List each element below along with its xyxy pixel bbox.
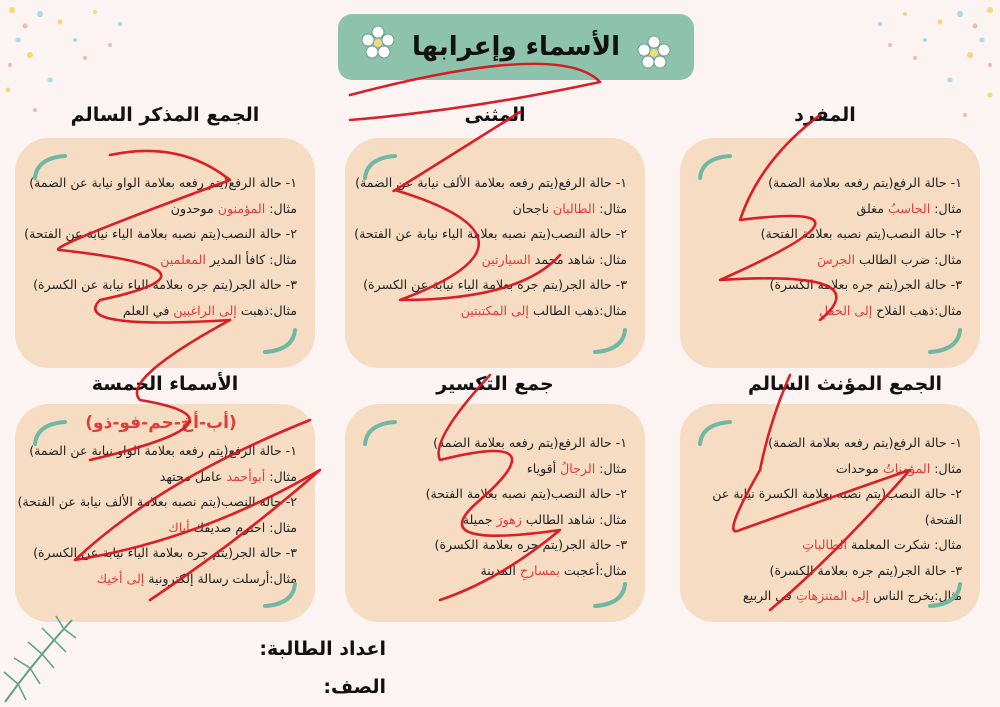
line-text: مثال:أعجبت <box>559 562 627 578</box>
section-heading-five-nouns: الأسماء الخمسة <box>91 373 239 395</box>
line-text: ١- حالة الرفع(يتم رفعه بعلامة الألف نيابة عن الضمة) <box>355 175 627 190</box>
line-text: ٣- حالة الجر(يتم جره بعلامة الياء نيابة عن الكسرة) <box>33 277 297 292</box>
class-label: الصف: <box>323 676 386 698</box>
line-text: ٢- حالة النصب(يتم نصبه بعلامة الفتحة) <box>760 226 962 241</box>
line-text: موحدات <box>835 460 883 476</box>
five-nouns-list: (أب-أخ-حم-فو-ذو) <box>85 413 237 433</box>
highlighted-word: المؤمنون <box>217 200 266 216</box>
highlighted-word: المعلمين <box>160 251 206 267</box>
prepared-by-label: اعداد الطالبة: <box>259 638 386 660</box>
highlighted-word: أباك <box>168 519 190 535</box>
line-text: ٣- حالة الجر(يتم جره بعلامة الياء نيابة عن الكسرة) <box>363 277 627 292</box>
line-text: ٣- حالة الجر(يتم جره بعلامة الياء نيابة عن الكسرة) <box>33 545 297 560</box>
section-heading-masculine-plural: الجمع المذكر السالم <box>70 104 260 126</box>
section-heading-dual: المثنى <box>464 104 526 126</box>
line-text: مثال:ذهبت <box>236 302 297 318</box>
highlighted-word: إلى المتنزهاتِ <box>795 588 870 603</box>
highlighted-word: الحاسبُ <box>887 200 931 216</box>
highlighted-word: السيارتين <box>481 251 531 267</box>
line-text: في العلم <box>122 302 174 318</box>
line-text: مثال: <box>930 460 962 476</box>
section-heading-feminine-plural: الجمع المؤنث السالم <box>748 373 942 395</box>
page-title: الأسماء وإعرابها <box>412 32 620 62</box>
highlighted-word: إلى الحقلِ <box>819 302 873 318</box>
line-text: مثال: احترم صديقك <box>189 519 297 535</box>
line-text: مثال: <box>265 468 297 484</box>
highlighted-word: الجرسَ <box>817 251 855 267</box>
line-text: مثال:أرسلت رسالة إلكترونية <box>144 570 297 586</box>
highlighted-word: إلى المكتبتين <box>460 302 529 318</box>
line-text: في الربيع <box>742 588 796 603</box>
line-text: مثال: شاهد محمد <box>530 251 627 267</box>
line-text: موحدون <box>170 200 218 216</box>
line-text: مثال:ذهب الطالب <box>528 302 627 318</box>
line-text: ٣- حالة الجر(يتم جره بعلامة الكسرة) <box>769 562 962 578</box>
line-text: مثال: <box>595 200 627 216</box>
line-text: ١- حالة الرفع(يتم رفعه بعلامة الضمة) <box>768 435 962 450</box>
section-heading-singular: المفرد <box>794 104 856 126</box>
line-text: مثال: شكرت المعلمة <box>847 537 962 552</box>
line-text: مثال: <box>265 200 297 216</box>
section-heading-broken-plural: جمع التكسير <box>436 373 554 395</box>
highlighted-word: الطالبان <box>552 200 596 216</box>
line-text: الفتحة) <box>924 511 962 527</box>
line-text: مغلق <box>856 200 888 216</box>
highlighted-word: زهورَ <box>496 511 522 527</box>
line-text: ١- حالة الرفع(يتم رفعه بعلامة الضمة) <box>433 435 627 450</box>
line-text: ١- حالة الرفع(يتم رفعه بعلامة الضمة) <box>768 175 962 190</box>
highlighted-word: الطالباتِ <box>802 537 847 552</box>
line-text: ١- حالة الرفع(يتم رفعه بعلامة الواو نيابة عن الضمة) <box>29 175 297 190</box>
line-text: مثال: <box>930 200 962 216</box>
line-text: ٣- حالة الجر(يتم جره بعلامة الكسرة) <box>769 277 962 292</box>
line-text: ناجحان <box>512 200 553 216</box>
line-text: مثال: شاهد الطالب <box>521 511 627 527</box>
highlighted-word: بمسارحِ <box>519 562 560 578</box>
line-text: مثال:ذهب الفلاح <box>872 302 962 318</box>
line-text: ٢- حالة النصب(يتم نصبه بعلامة الفتحة) <box>425 486 627 501</box>
line-text: مثال: <box>595 460 627 476</box>
highlighted-word: المؤمناتُ <box>882 460 931 476</box>
line-text: مثال: ضرب الطالب <box>855 251 962 267</box>
highlighted-word: إلى الراغبين <box>173 302 237 318</box>
line-text: ٢- حالة النصب(يتم نصبه بعلامة الياء نيابة عن الفتحة) <box>354 226 627 241</box>
line-text: ٣- حالة الجر(يتم جره بعلامة الكسرة) <box>434 537 627 552</box>
line-text: جميلة <box>462 511 497 527</box>
highlighted-word: أبوأحمد <box>226 468 266 484</box>
line-text: ١- حالة الرفع(يتم رفعه بعلامة الواو نيابة عن الضمة) <box>29 443 297 458</box>
line-text: ٢- حالة النصب(يتم نصبه بعلامة الألف نيابة عن الفتحة) <box>17 494 297 509</box>
highlighted-word: الرجالُ <box>560 460 596 476</box>
line-text: ٢- حالة النصب(يتم نصبه بعلامة الكسرة نيابة عن <box>712 486 962 501</box>
line-text: المدينة <box>480 562 520 578</box>
line-text: عامل مجتهد <box>159 468 227 484</box>
line-text: أقوياء <box>526 460 561 476</box>
highlighted-word: إلى أخيك <box>96 570 145 586</box>
line-text: ٢- حالة النصب(يتم نصبه بعلامة الياء نيابة عن الفتحة) <box>24 226 297 241</box>
line-text: مثال:يخرج الناس <box>869 588 962 603</box>
line-text: مثال: كافأ المدير <box>205 251 297 267</box>
